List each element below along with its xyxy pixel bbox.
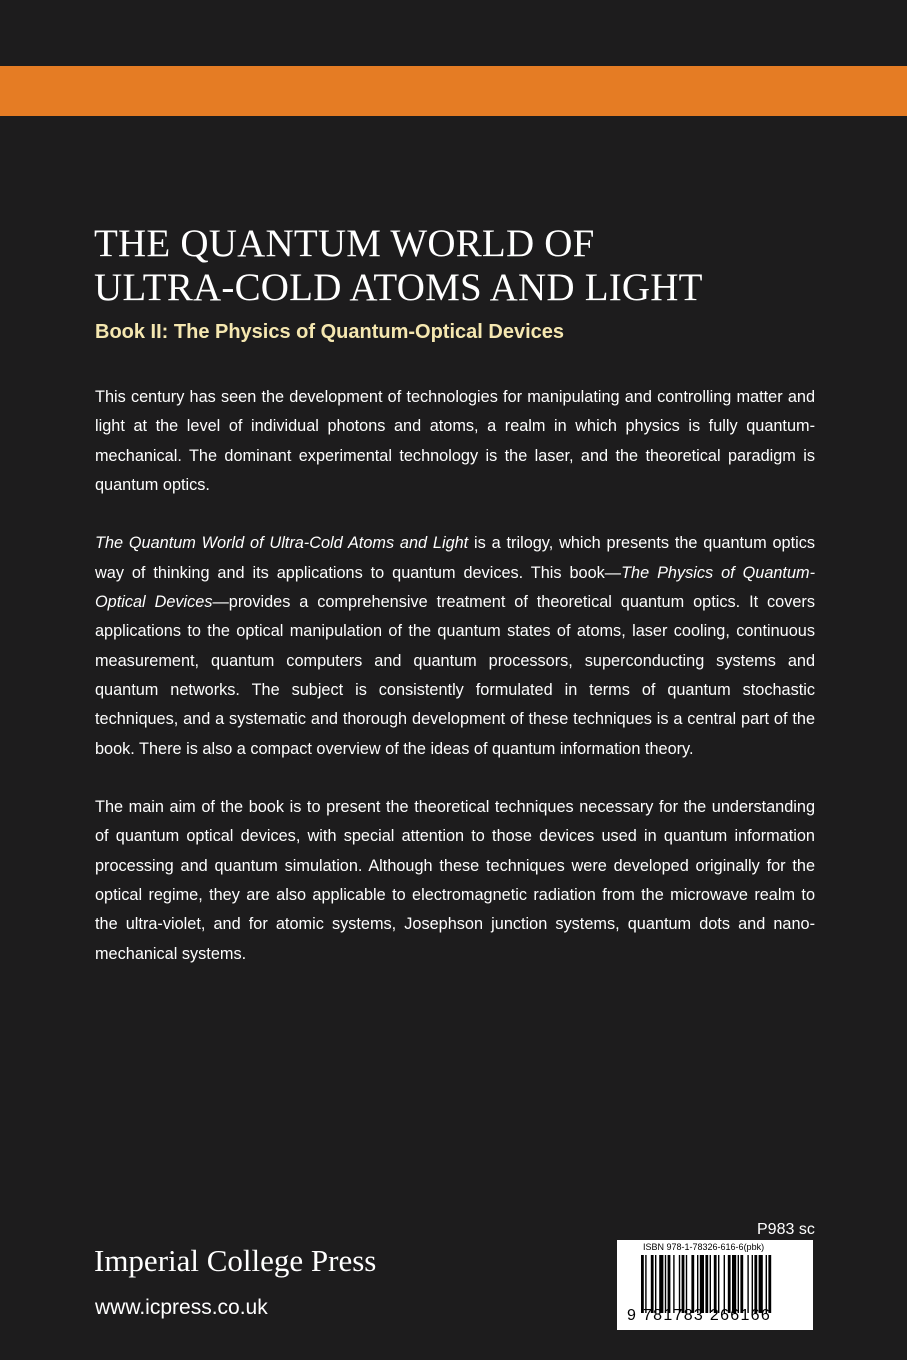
title-line-1: THE QUANTUM WORLD OF <box>94 222 595 265</box>
barcode-bar <box>645 1255 646 1313</box>
price-code: P983 sc <box>757 1221 815 1238</box>
barcode-bar <box>740 1255 743 1313</box>
barcode-bar <box>641 1255 644 1313</box>
barcode-bar <box>738 1255 739 1313</box>
barcode-bar <box>705 1255 708 1313</box>
barcode-bar <box>651 1255 654 1313</box>
barcode-icon <box>641 1255 803 1313</box>
blurb-paragraph-1: This century has seen the development of technologies for manipulating and controlling matter and light at the level of individual photons and atoms, a realm in which physics is fully quantum-mechanical. The dominant experimental technology is the laser, and the theoretical paradigm is quantum optics. <box>95 388 815 494</box>
series-title: The Quantum World of Ultra-Cold Atoms and Light <box>95 534 469 553</box>
barcode-bar <box>682 1255 685 1313</box>
isbn-label: ISBN 978-1-78326-616-6(pbk) <box>643 1242 765 1252</box>
blurb-paragraph-2-part-a: is a trilogy, which presents the quantum optics way of thinking and its applications to quantum devices. This book— <box>95 534 816 582</box>
barcode-bar <box>728 1255 731 1313</box>
barcode-bar <box>768 1255 771 1313</box>
barcode-bar <box>718 1255 719 1313</box>
barcode-bar <box>724 1255 725 1313</box>
barcode-bar <box>754 1255 757 1313</box>
barcode-bar <box>710 1255 711 1313</box>
book-subtitle-inline: The Physics of Quantum-Optical Devices <box>95 563 815 612</box>
barcode-bar <box>766 1255 767 1313</box>
barcode-bar <box>752 1255 753 1313</box>
title-line-2: ULTRA-COLD ATOMS AND LIGHT <box>94 266 703 309</box>
blurb-paragraph-3: The main aim of the book is to present the theoretical techniques necessary for the understanding of quantum optical devices, with special attention to those devices used in quantum information processing and quantum simulation. Although these techniques were developed originally for the optical regime, they are also applicable to electromagnetic radiation from the microwave realm to the ultra-violet, and for atomic systems, Josephson junction systems, quantum dots and nano-mechanical systems. <box>95 798 815 963</box>
barcode-bar <box>673 1255 674 1313</box>
barcode-box <box>617 1240 813 1330</box>
barcode-bar <box>668 1255 671 1313</box>
blurb <box>95 383 815 998</box>
blurb-paragraph-2 <box>95 529 815 763</box>
barcode-bar <box>732 1255 736 1313</box>
barcode-bar <box>714 1255 717 1313</box>
barcode-bar <box>747 1255 748 1313</box>
barcode-bar <box>759 1255 763 1313</box>
barcode-bar <box>655 1255 656 1313</box>
publisher-website: www.icpress.co.uk <box>95 1296 268 1319</box>
book-subtitle: Book II: The Physics of Quantum-Optical Devices <box>95 321 564 343</box>
barcode-bar <box>659 1255 663 1313</box>
publisher-name: Imperial College Press <box>94 1243 377 1278</box>
book-title <box>94 222 834 310</box>
barcode-digits: 9 781783 266166 <box>627 1307 772 1324</box>
barcode-bar <box>679 1255 680 1313</box>
barcode-bar <box>700 1255 704 1313</box>
barcode-bar <box>665 1255 666 1313</box>
blurb-paragraph-2-part-b: —provides a comprehensive treatment of theoretical quantum optics. It covers applications to the optical manipulation of the quantum states of atoms, laser cooling, continuous measurement, quantum computers and quantum processors, superconducting systems and quantum networks. The subject is consistently formulated in terms of quantum stochastic techniques, and a systematic and thorough development of these techniques is a central part of the book. There is also a compact overview of the ideas of quantum information theory. <box>95 593 815 758</box>
orange-band <box>0 66 907 116</box>
barcode-bar <box>686 1255 687 1313</box>
barcode-bar <box>697 1255 698 1313</box>
barcode-bar <box>691 1255 694 1313</box>
